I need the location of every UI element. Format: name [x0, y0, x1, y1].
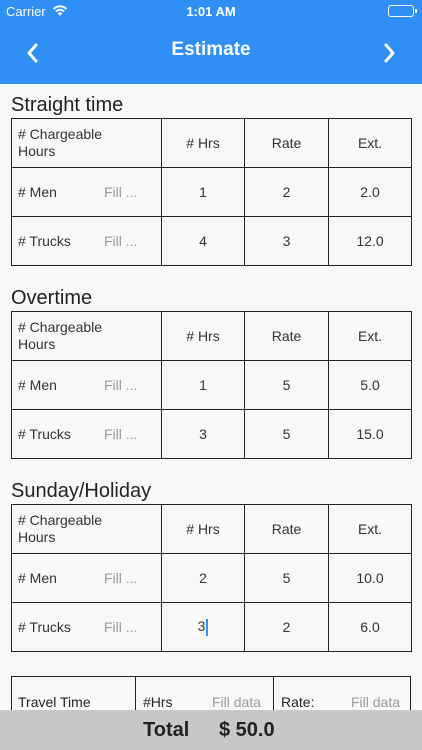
rate-header: Rate	[245, 312, 329, 361]
chargeable-header-line2: Hours	[18, 529, 56, 545]
page-title: Estimate	[171, 39, 251, 60]
hrs-value: 1	[199, 184, 207, 200]
hrs-value: 2	[199, 570, 207, 586]
table-row	[12, 361, 412, 410]
chargeable-header-line1: # Chargeable	[18, 512, 103, 528]
rate-value: 3	[282, 233, 291, 249]
fill-placeholder: Fill ...	[104, 426, 138, 442]
row-label: # Men	[18, 377, 57, 393]
fill-placeholder: Fill ...	[104, 377, 138, 393]
row-label: # Trucks	[18, 619, 71, 635]
hrs-input[interactable]	[162, 361, 245, 410]
table-header-row	[12, 505, 412, 554]
clock: 1:01 AM	[186, 4, 236, 19]
hrs-input[interactable]	[162, 410, 245, 459]
rate-value: 5	[282, 570, 291, 586]
section-title: Straight time	[11, 94, 124, 116]
status-bar	[0, 0, 422, 22]
travel-time-row	[11, 676, 411, 710]
hrs-value: 3	[199, 426, 207, 442]
chargeable-hours-header	[12, 505, 162, 554]
rate-input[interactable]	[245, 361, 329, 410]
row-label: # Trucks	[18, 426, 71, 442]
hrs-input[interactable]	[162, 168, 245, 217]
table-row	[12, 554, 412, 603]
travel-time-label: Travel Time	[12, 677, 136, 710]
estimate-form	[0, 84, 422, 710]
hrs-input[interactable]	[162, 554, 245, 603]
hrs-value: 4	[199, 233, 207, 249]
fill-placeholder: Fill ...	[104, 570, 138, 586]
travel-hrs-label: #Hrs	[143, 694, 173, 710]
table-row	[12, 168, 412, 217]
row-label-cell[interactable]	[12, 168, 162, 217]
ext-value: 6.0	[329, 603, 412, 652]
fill-placeholder: Fill ...	[104, 619, 138, 635]
ext-header: Ext.	[329, 505, 412, 554]
chargeable-header-line2: Hours	[18, 143, 56, 159]
row-label-cell[interactable]	[12, 603, 162, 652]
rate-input[interactable]	[245, 168, 329, 217]
chargeable-header-line1: # Chargeable	[18, 126, 103, 142]
fill-placeholder: Fill ...	[104, 184, 138, 200]
section-title: Overtime	[11, 287, 93, 309]
travel-hrs-field[interactable]	[136, 677, 274, 710]
travel-rate-field[interactable]	[274, 677, 412, 710]
rate-value: 5	[282, 377, 291, 393]
rate-input[interactable]	[245, 603, 329, 652]
ext-header: Ext.	[329, 119, 412, 168]
rate-input[interactable]	[245, 217, 329, 266]
total-label: Total	[143, 719, 190, 741]
travel-rate-placeholder: Fill data	[350, 694, 400, 710]
travel-hrs-placeholder: Fill data	[211, 694, 261, 710]
text-cursor	[206, 619, 208, 636]
table-header-row	[12, 119, 412, 168]
total-value: $ 50.0	[219, 719, 275, 741]
rate-table	[11, 118, 412, 266]
rate-value: 2	[282, 184, 291, 200]
chargeable-header-line2: Hours	[18, 336, 56, 352]
table-row	[12, 410, 412, 459]
row-label-cell[interactable]	[12, 361, 162, 410]
hrs-value: 3	[197, 618, 206, 635]
battery-icon	[388, 5, 414, 17]
row-label-cell[interactable]	[12, 554, 162, 603]
chargeable-hours-header	[12, 312, 162, 361]
rate-input[interactable]	[245, 554, 329, 603]
rate-input[interactable]	[245, 410, 329, 459]
row-label-cell[interactable]	[12, 217, 162, 266]
ext-value: 10.0	[329, 554, 412, 603]
ext-value: 12.0	[329, 217, 412, 266]
row-label: # Trucks	[18, 233, 71, 249]
chargeable-header-line1: # Chargeable	[18, 319, 103, 335]
ext-header: Ext.	[329, 312, 412, 361]
hrs-header: # Hrs	[162, 119, 245, 168]
ext-value: 15.0	[329, 410, 412, 459]
rate-value: 5	[282, 426, 291, 442]
chargeable-hours-header	[12, 119, 162, 168]
row-label: # Men	[18, 570, 57, 586]
ext-value: 5.0	[329, 361, 412, 410]
hrs-input[interactable]	[162, 603, 245, 652]
section-title: Sunday/Holiday	[11, 480, 152, 502]
travel-rate-label: Rate:	[281, 694, 315, 710]
rate-table	[11, 311, 412, 459]
navigation-bar	[0, 22, 422, 84]
table-header-row	[12, 312, 412, 361]
row-label: # Men	[18, 184, 57, 200]
carrier-label: Carrier	[6, 4, 46, 19]
rate-header: Rate	[245, 119, 329, 168]
fill-placeholder: Fill ...	[104, 233, 138, 249]
table-row	[12, 217, 412, 266]
ext-value: 2.0	[329, 168, 412, 217]
hrs-input[interactable]	[162, 217, 245, 266]
hrs-header: # Hrs	[162, 505, 245, 554]
row-label-cell[interactable]	[12, 410, 162, 459]
rate-value: 2	[282, 619, 291, 635]
rate-table	[11, 504, 412, 652]
total-bar	[0, 710, 422, 750]
hrs-value: 1	[199, 377, 207, 393]
hrs-header: # Hrs	[162, 312, 245, 361]
table-row	[12, 603, 412, 652]
forward-chevron-icon[interactable]	[378, 40, 400, 66]
rate-header: Rate	[245, 505, 329, 554]
